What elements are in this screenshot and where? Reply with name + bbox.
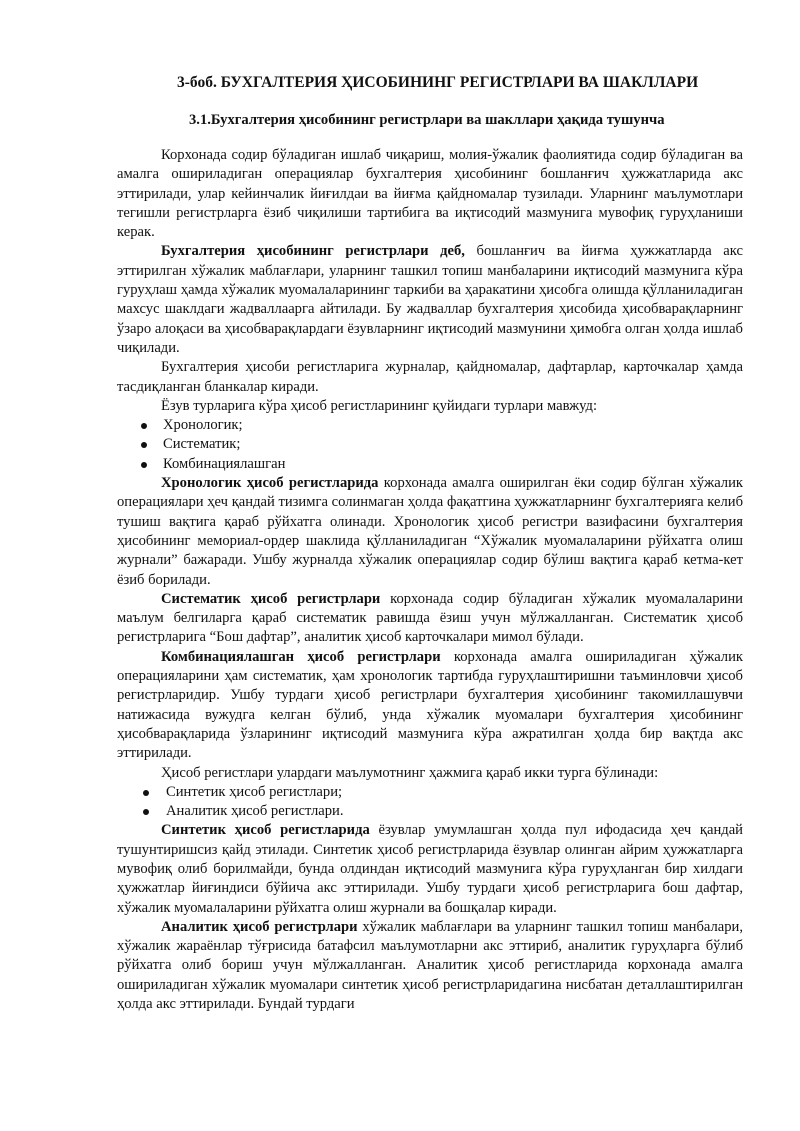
list-item: Синтетик ҳисоб регистлари;: [117, 783, 743, 802]
paragraph-combined: [117, 648, 743, 764]
bullet-list-entry-types: [117, 416, 743, 474]
bold-term: Аналитик ҳисоб регистрлари: [161, 918, 358, 935]
chapter-title: 3-боб. БУХГАЛТЕРИЯ ҲИСОБИНИНГ РЕГИСТРЛАРИ ВА ШАКЛЛАРИ: [177, 74, 699, 91]
bold-term: Бухгалтерия ҳисобининг регистрлари деб,: [161, 243, 465, 260]
bullet-list-volume-types: [117, 783, 743, 822]
bullet-icon: [141, 462, 147, 468]
paragraph-register-kinds: Бухгалтерия ҳисоби регистларига журналар, қайдномалар, дафтарлар, карточкалар ҳамда тасдиқланган бланкалар киради.: [117, 359, 743, 395]
bold-term: Хронологик ҳисоб регистларида: [161, 475, 379, 492]
paragraph-volume-types: Ҳисоб регистлари улардаги маълумотнинг ҳажмига қараб икки турга бўлинади:: [161, 764, 659, 781]
paragraph-systematic: [117, 590, 743, 648]
bullet-icon: [141, 442, 147, 448]
section-title: 3.1.Бухгалтерия ҳисобининг регистрлари ва шакллари ҳақида тушунча: [189, 112, 665, 128]
bold-term: Комбинациялашган ҳисоб регистрлари: [161, 648, 441, 665]
bullet-icon: [141, 423, 147, 429]
paragraph-text: хўжалик маблағлари ва уларнинг ташкил топиш манбалари, хўжалик жараёнлар тўғрисида батафсил маълумотларни акс эттириб, аналитик гуруҳларга бўлиб рўйхатга олиб бориш учун мўлжалланган. Аналитик ҳисоб регистларида корхонада амалга ошириладиган хўжалик муомалари синтетик ҳисоб регистрларидагина нисбатан деталлаштирилган ҳолда акс эттирилади. Бундай турдаги: [117, 918, 744, 1013]
paragraph-synthetic: [117, 821, 743, 917]
paragraph-text: корхонада амалга оширилган ёки содир бўлган хўжалик операциялари ҳеч қандай тизимга солинмаган ҳолда фақатгина ҳужжатларнинг бухгалтерияга келиб тушиш вақтига қараб рўйхатга олинади. Хронологик ҳисоб регистри вазифасини бухгалтерия ҳисобининг мемориал-ордер шаклида қўлланиладиган “Хўжалик муомалаларини рўйхатга олиш журнали” бажаради. Ушбу журналда хўжалик операциялар содир бўлиш вақтига қараб кетма-кет ёзиб борилади.: [117, 475, 743, 588]
list-item: Хронологик;: [117, 416, 743, 435]
paragraph-text: бошланғич ва йиғма ҳужжатларда акс эттирилган хўжалик маблағлари, уларнинг ташкил топиш манбаларини иқтисодий мазмунига кўра гуруҳлаш ҳамда хўжалик муомалаларининг таркиби ва ҳаракатини ҳисобга олишда қўлланиладиган махсус шаклдаги жадваллаарга айтилади. Бу жадваллар бухгалтерия ҳисобида ҳисобварақларнинг ўзаро алоқаси ва ҳисобварақлардаги ёзувларнинг иқтисодий мазмунини ҳимобга олган ҳолда ишлаб чиқилади.: [117, 243, 743, 356]
list-item: Аналитик ҳисоб регистлари.: [117, 802, 743, 821]
bold-term: Синтетик ҳисоб регистларида: [161, 822, 370, 839]
paragraph-chronological: [117, 474, 743, 590]
paragraph-intro: Корхонада содир бўладиган ишлаб чиқариш, молия-ўжалик фаолиятида содир бўладиган ва амалга ошириладиган операциялар бухгалтерия ҳисобининг бошланғич ҳужжатларида акс эттирилади, улар кейинчалик йиғилдаи ва йиғма қайдномалар тузилади. Уларнинг маълумотлари тегишли регистрларга ёзиб чиқилиши тартибига ва иқтисодий мазмунига мувофиқ гуруҳланиши керак.: [117, 147, 743, 241]
paragraph-text: ёзувлар умумлашган ҳолда пул ифодасида ҳеч қандай тушунтиришсиз қайд этилади. Синтетик ҳисоб регистрларида ёзувлар олинган айрим ҳужжатларга мувофиқ олиб борилмайди, бунда олдиндан иқтисодий мазмунига кўра гуруҳланган бир хилдаги ҳужжатлар йиғиндиси бўйича акс эттирилади. Ушбу турдаги ҳисоб регистрларига бош дафтар, хўжалик муомалаларини рўйхатга олиш журнали ва бошқалар киради.: [117, 822, 743, 916]
paragraph-registers-definition: [117, 242, 743, 358]
bullet-icon: [143, 790, 149, 796]
document-page: [117, 0, 743, 1014]
bullet-icon: [143, 809, 149, 815]
document-body: [117, 146, 743, 1014]
paragraph-analytic: [117, 918, 743, 1014]
paragraph-entry-types: Ёзув турларига кўра ҳисоб регистларининг қуйидаги турлари мавжуд:: [161, 397, 598, 414]
bold-term: Систематик ҳисоб регистрлари: [161, 590, 381, 607]
paragraph-text: корхонада содир бўладиган хўжалик муомалаларини маълум белгиларга қараб систематик равишда ёзиш учун мўлжалланган. Систематик ҳисоб регистрларига “Бош дафтар”, аналитик ҳисоб карточкалари мимол бўлади.: [117, 590, 743, 646]
list-item: Систематик;: [117, 435, 743, 454]
paragraph-text: корхонада амалга ошириладиган ҳўжалик операцияларини ҳам систематик, ҳам хронологик тартибда гуруҳлаштиришни таъминловчи ҳисоб регистрларидир. Ушбу турдаги ҳисоб регистрлари бухгалтерия ҳисобининг такомиллашувчи натижасида вужудга келган бўлиб, унда хўжалик муомалари бухгалтерия ҳисобининг ҳисобварақларида ўзларининг иқтисодий мазмунига кўра ажратилган ҳолда бир вақтда акс эттирилади.: [117, 648, 743, 762]
list-item: Комбинациялашган: [117, 455, 743, 474]
